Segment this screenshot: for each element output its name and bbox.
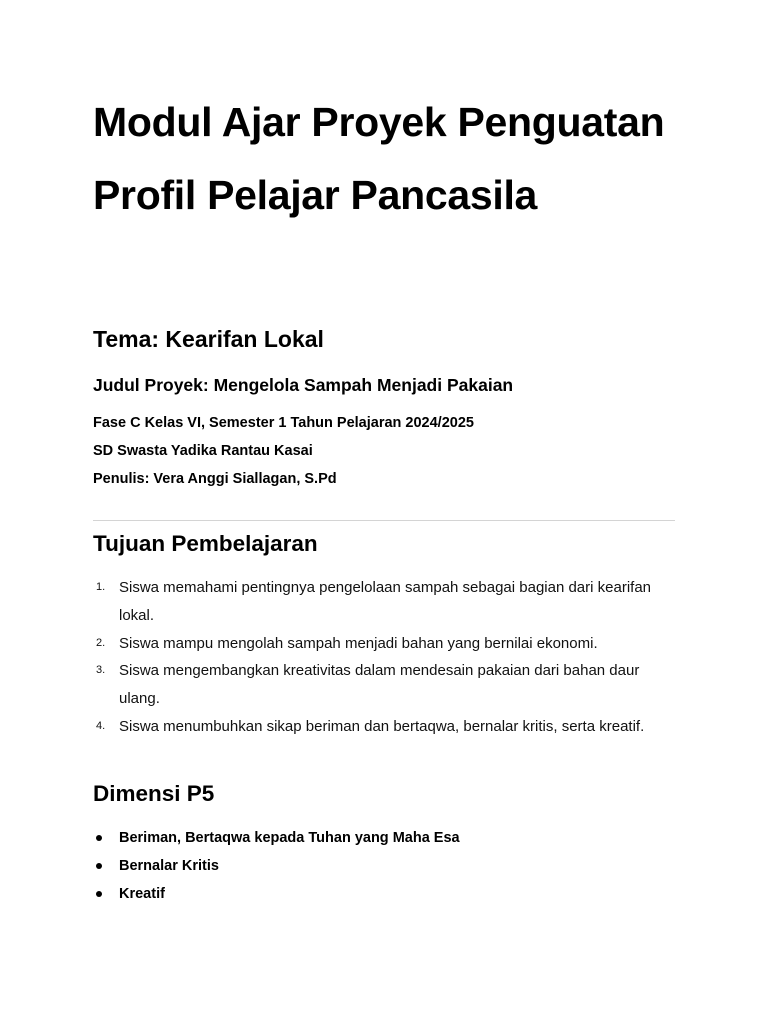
- judul-proyek: Judul Proyek: Mengelola Sampah Menjadi Pakaian: [93, 375, 514, 395]
- bullet-icon: [96, 863, 102, 869]
- list-item: [93, 824, 460, 852]
- list-number: 3.: [96, 664, 106, 677]
- tema-heading: Tema: Kearifan Lokal: [93, 326, 324, 352]
- list-item: [93, 630, 675, 658]
- list-item: [93, 657, 675, 713]
- list-item: [93, 880, 460, 908]
- dimensi-heading: Dimensi P5: [93, 781, 215, 806]
- list-item-text: Bernalar Kritis: [119, 858, 219, 874]
- list-number: 2.: [96, 636, 106, 649]
- list-item-text: Kreatif: [119, 886, 165, 902]
- meta-school: SD Swasta Yadika Rantau Kasai: [93, 443, 313, 459]
- bullet-icon: [96, 891, 102, 897]
- list-item-text: Siswa mengembangkan kreativitas dalam mendesain pakaian dari bahan daur ulang.: [119, 662, 640, 708]
- list-item: [93, 852, 460, 880]
- tujuan-heading: Tujuan Pembelajaran: [93, 531, 318, 556]
- meta-fase: Fase C Kelas VI, Semester 1 Tahun Pelajaran 2024/2025: [93, 415, 474, 431]
- document-meta: [93, 409, 474, 493]
- list-number: 4.: [96, 719, 106, 732]
- tujuan-list: [93, 574, 675, 741]
- document-title: Modul Ajar Proyek Penguatan Profil Pelajar Pancasila: [93, 99, 665, 218]
- list-item-text: Beriman, Bertaqwa kepada Tuhan yang Maha Esa: [119, 830, 460, 846]
- bullet-icon: [96, 835, 102, 841]
- list-number: 1.: [96, 581, 106, 593]
- list-item-text: Siswa mampu mengolah sampah menjadi bahan yang bernilai ekonomi.: [119, 634, 598, 652]
- list-item-text: Siswa memahami pentingnya pengelolaan sampah sebagai bagian dari kearifan lokal.: [119, 579, 652, 624]
- list-item: [93, 713, 675, 741]
- dimensi-list: [93, 824, 460, 908]
- list-item: [93, 574, 675, 630]
- list-item-text: Siswa menumbuhkan sikap beriman dan bertaqwa, bernalar kritis, serta kreatif.: [119, 717, 645, 735]
- meta-author: Penulis: Vera Anggi Siallagan, S.Pd: [93, 471, 337, 487]
- section-divider: [93, 520, 675, 521]
